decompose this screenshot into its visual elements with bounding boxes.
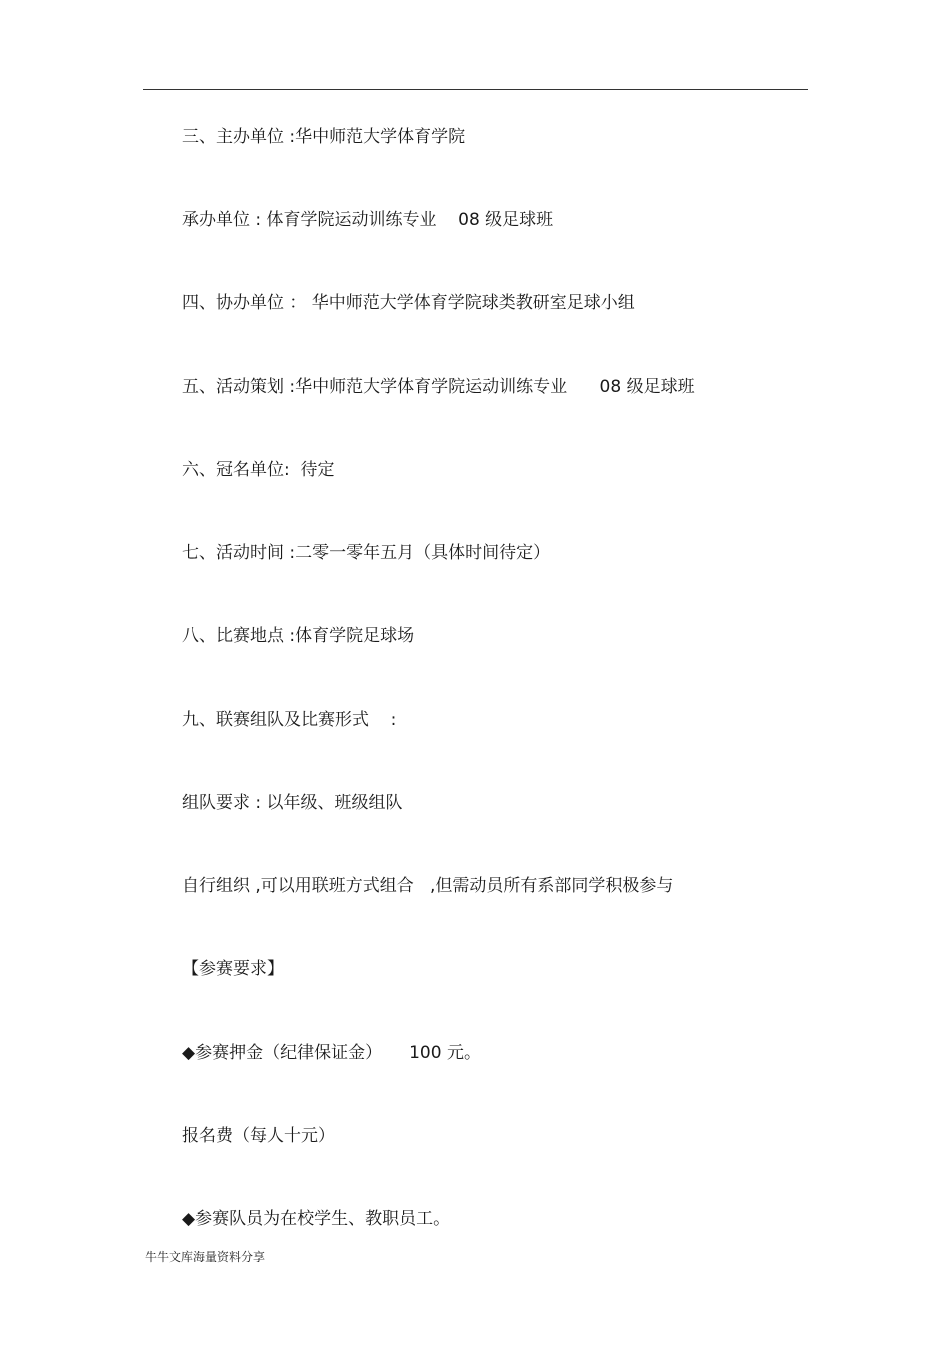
sponsor-line: 六、冠名单位: 待定	[182, 460, 335, 480]
host-line: 承办单位 : 体育学院运动训练专业 08 级足球班	[182, 210, 554, 230]
organizer-line: 三、主办单位 :华中师范大学体育学院	[182, 127, 466, 147]
co-organizer-line: 四、协办单位 ： 华中师范大学体育学院球类教研室足球小组	[182, 293, 635, 313]
time-line: 七、活动时间 :二零一零年五月（具体时间待定）	[182, 543, 551, 563]
entry-requirements-heading: 【参赛要求】	[182, 959, 284, 979]
header-rule	[143, 89, 808, 90]
self-organize-line: 自行组织 ,可以用联班方式组合 ,但需动员所有系部同学积极参与	[182, 876, 674, 896]
deposit-line: ◆参赛押金（纪律保证金） 100 元。	[182, 1043, 481, 1063]
planner-line: 五、活动策划 :华中师范大学体育学院运动训练专业 08 级足球班	[182, 377, 695, 397]
team-requirement-line: 组队要求 : 以年级、班级组队	[182, 793, 403, 813]
venue-line: 八、比赛地点 :体育学院足球场	[182, 626, 415, 646]
format-heading: 九、联赛组队及比赛形式 :	[182, 710, 397, 730]
page-footer: 牛牛文库海量资料分享	[145, 1250, 266, 1264]
fee-line: 报名费（每人十元）	[182, 1126, 335, 1146]
eligibility-line: ◆参赛队员为在校学生、教职员工。	[182, 1209, 451, 1229]
